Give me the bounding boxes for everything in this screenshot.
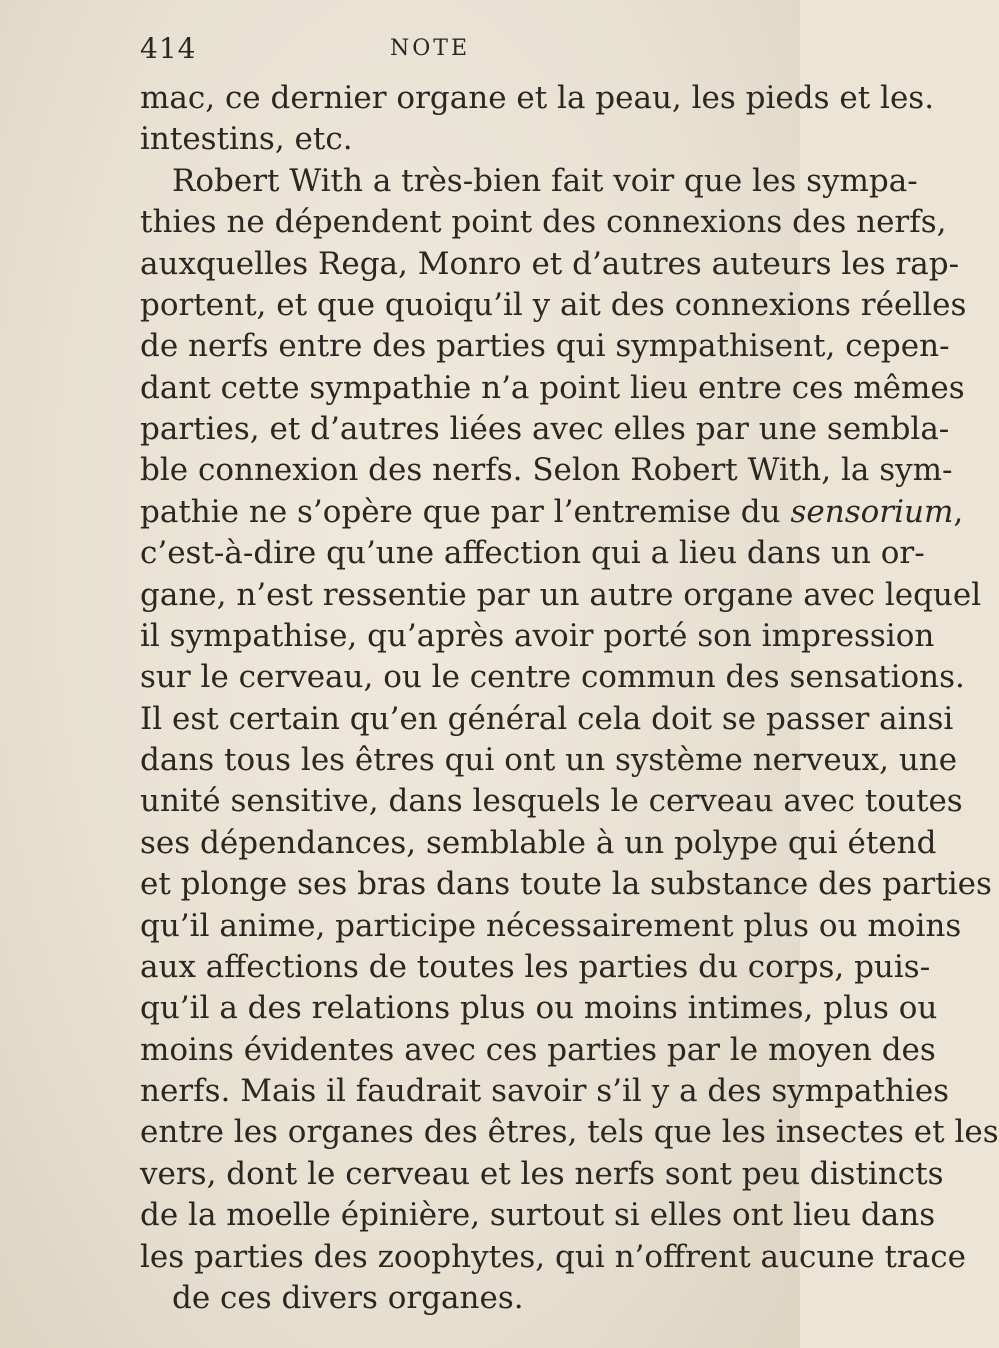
text-line: vers, dont le cerveau et les nerfs sont peu distincts	[140, 1156, 944, 1192]
italic-term: sensorium	[790, 494, 954, 530]
text-segment: ,	[953, 494, 964, 530]
text-line: et plonge ses bras dans toute la substance des parties	[140, 866, 992, 902]
text-line: les parties des zoophytes, qui n’offrent aucune trace	[140, 1239, 966, 1275]
text-line: il sympathise, qu’après avoir porté son impression	[140, 618, 935, 654]
running-title: NOTE	[390, 36, 471, 61]
text-segment: pathie ne s’opère que par l’entremise du	[140, 494, 791, 530]
text-line: moins évidentes avec ces parties par le moyen des	[140, 1032, 936, 1068]
text-line: Robert With a très-bien fait voir que les sympa-	[172, 163, 918, 199]
text-line: ses dépendances, semblable à un polype qui étend	[140, 825, 937, 861]
text-line: parties, et d’autres liées avec elles par une sembla-	[140, 411, 950, 447]
text-line: portent, et que quoiqu’il y ait des connexions réelles	[140, 287, 967, 323]
text-line: qu’il a des relations plus ou moins intimes, plus ou	[140, 990, 938, 1026]
text-line: qu’il anime, participe nécessairement plus ou moins	[140, 908, 962, 944]
text-line: Il est certain qu’en général cela doit se passer ainsi	[140, 701, 954, 737]
text-line: de nerfs entre des parties qui sympathisent, cepen-	[140, 328, 950, 364]
text-line: entre les organes des êtres, tels que les insectes et les	[140, 1114, 999, 1150]
text-line: c’est-à-dire qu’une affection qui a lieu dans un or-	[140, 535, 925, 571]
text-line	[140, 492, 964, 532]
text-line: aux affections de toutes les parties du corps, puis-	[140, 949, 931, 985]
text-line: dant cette sympathie n’a point lieu entre ces mêmes	[140, 370, 965, 406]
text-line: dans tous les êtres qui ont un système nerveux, une	[140, 742, 958, 778]
text-line: gane, n’est ressentie par un autre organe avec lequel	[140, 577, 982, 613]
text-line: auxquelles Rega, Monro et d’autres auteurs les rap-	[140, 246, 960, 282]
text-line: intestins, etc.	[140, 121, 353, 157]
text-line: mac, ce dernier organe et la peau, les pieds et les.	[140, 80, 935, 116]
text-line: de la moelle épinière, surtout si elles ont lieu dans	[140, 1197, 936, 1233]
text-line: de ces divers organes.	[172, 1280, 524, 1316]
text-line: thies ne dépendent point des connexions des nerfs,	[140, 204, 947, 240]
text-line: ble connexion des nerfs. Selon Robert With, la sym-	[140, 452, 953, 488]
page-number: 414	[140, 32, 197, 65]
text-line: unité sensitive, dans lesquels le cerveau avec toutes	[140, 783, 963, 819]
text-line: sur le cerveau, ou le centre commun des sensations.	[140, 659, 965, 695]
text-line: nerfs. Mais il faudrait savoir s’il y a des sympathies	[140, 1073, 950, 1109]
